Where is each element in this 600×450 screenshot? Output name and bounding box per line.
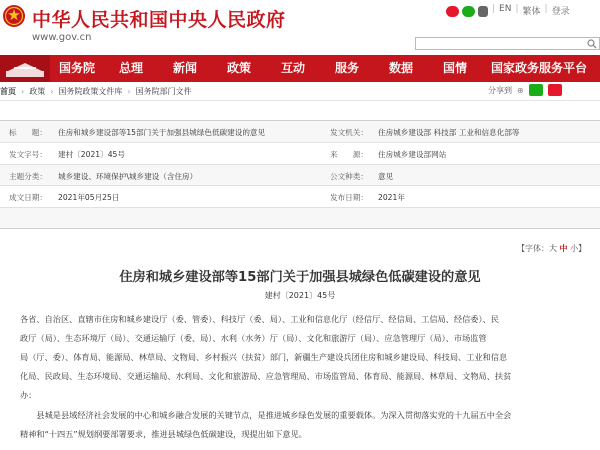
chevron-right-icon: › [127,86,131,96]
site-header [0,0,600,52]
breadcrumb-policy[interactable]: 政策 [29,86,46,96]
font-size-large[interactable]: 大 [549,244,557,253]
wechat-share-icon[interactable] [529,84,543,96]
title-value: 住房和城乡建设部等15部门关于加强县城绿色低碳建设的意见 [58,128,266,137]
national-emblem-icon[interactable] [2,4,26,28]
top-link-separator: | [515,4,519,14]
nav-item-state-council[interactable]: 国务院 [58,61,95,75]
font-size-medium[interactable]: 中 [559,244,568,253]
top-link-separator: | [544,4,548,14]
site-url[interactable]: www.gov.cn [32,32,92,43]
info-row [0,186,600,208]
main-nav [0,55,600,82]
share-bar [488,84,562,96]
wechat-icon[interactable] [462,6,475,17]
search-input[interactable] [415,37,600,50]
nav-item-gov-service-platform[interactable]: 国家政务服务平台 [490,61,587,75]
pub-date-value: 2021年 [378,193,405,203]
type-label: 公文种类： [330,171,368,181]
info-row [0,165,600,187]
issuer-value: 住房城乡建设部 科技部 工业和信息化部等 [378,128,520,137]
font-size-small[interactable]: 小 [570,244,579,253]
article-doc-number: 建村〔2021〕45号 [264,291,336,300]
doc-no-label: 发文字号： [9,149,47,159]
info-row [0,143,600,165]
nav-item-news[interactable]: 新闻 [172,61,197,75]
pub-date-label: 发布日期： [330,193,368,203]
chevron-right-icon: › [21,86,25,96]
nav-item-interaction[interactable]: 互动 [280,61,305,75]
title-label: 标 题： [9,128,47,137]
nav-item-service[interactable]: 服务 [334,61,359,75]
article-title: 住房和城乡建设部等15部门关于加强县城绿色低碳建设的意见 [119,270,481,285]
nav-item-policy[interactable]: 政策 [226,61,251,75]
nav-item-premier[interactable]: 总理 [118,61,143,75]
article-line: 局（厅、委）、体育局、能源局、林草局、文物局、乡村振兴（扶贫）部门，新疆生产建设兵团住房和城乡建设局、科技局、工业和信息 [20,352,508,362]
doc-no-value: 建村〔2021〕45号 [58,149,125,159]
article-line: 各省、自治区、直辖市住房和城乡建设厅（委、管委）、科技厅（委、局）、工业和信息化厅（经信厅、经信局、工信局、经信委）、民 [20,314,499,324]
source-label: 来 源： [330,149,368,159]
category-label: 主题分类： [9,171,47,181]
article-line: 化局、民政局、生态环境局、交通运输局、水利局、文化和旅游局、应急管理局、市场监管局、体育局、能源局、林草局、文物局、扶贫 [20,371,512,381]
top-link-english[interactable]: EN [499,4,512,14]
nav-logo[interactable] [0,55,50,82]
nav-item-national-info[interactable]: 国情 [442,61,467,75]
info-row [0,208,600,230]
tiananmen-icon [0,55,50,82]
font-size-suffix: 】 [578,244,587,253]
date-label: 成文日期： [9,193,47,203]
social-icons [446,4,488,18]
top-link-traditional[interactable]: 繁体 [522,7,541,17]
font-size-switcher [517,243,586,254]
weibo-icon[interactable] [446,6,459,17]
search-icon[interactable] [587,39,597,49]
article-addressee [20,310,580,405]
article-line: 政厅（局）、生态环境厅（局）、交通运输厅（委、局）、水利（水务）厅（局）、文化和旅游厅（局）、应急管理厅（局）、市场监管 [20,333,487,343]
article-line: 精神和“十四五”规划纲要部署要求，推进县城绿色低碳建设，现提出如下意见。 [20,429,307,439]
article-line: 县城是县域经济社会发展的中心和城乡融合发展的关键节点，是推进城乡绿色发展的重要载体。为深入贯彻落实党的十九届五中全会 [20,410,512,420]
breadcrumb-home[interactable]: 首页 [0,86,16,96]
top-link-login[interactable]: 登录 [551,7,570,17]
breadcrumb-department-docs[interactable]: 国务院部门文件 [135,86,192,96]
weibo-share-icon[interactable] [548,84,562,96]
issuer-label: 发文机关： [330,128,368,137]
top-links [492,4,570,17]
mobile-app-icon[interactable] [478,6,488,17]
share-label: 分享到 [488,85,512,95]
nav-item-data[interactable]: 数据 [388,61,413,75]
breadcrumb-policy-library[interactable]: 国务院政策文件库 [58,86,123,96]
chevron-right-icon: › [50,86,54,96]
info-row [0,121,600,143]
article-line: 办： [20,390,37,400]
date-value: 2021年05月25日 [58,193,120,203]
article-body [20,406,580,444]
type-value: 意见 [378,171,394,181]
category-value: 城乡建设、环境保护\城乡建设（含住房） [58,171,198,181]
site-title[interactable]: 中华人民共和国中央人民政府 [32,9,286,31]
top-link-separator: | [492,4,496,14]
document-info-table [0,120,600,229]
share-more-icon[interactable]: ⊕ [517,85,524,95]
font-size-prefix: 【字体： [517,244,549,253]
source-value: 住房城乡建设部网站 [378,149,447,159]
